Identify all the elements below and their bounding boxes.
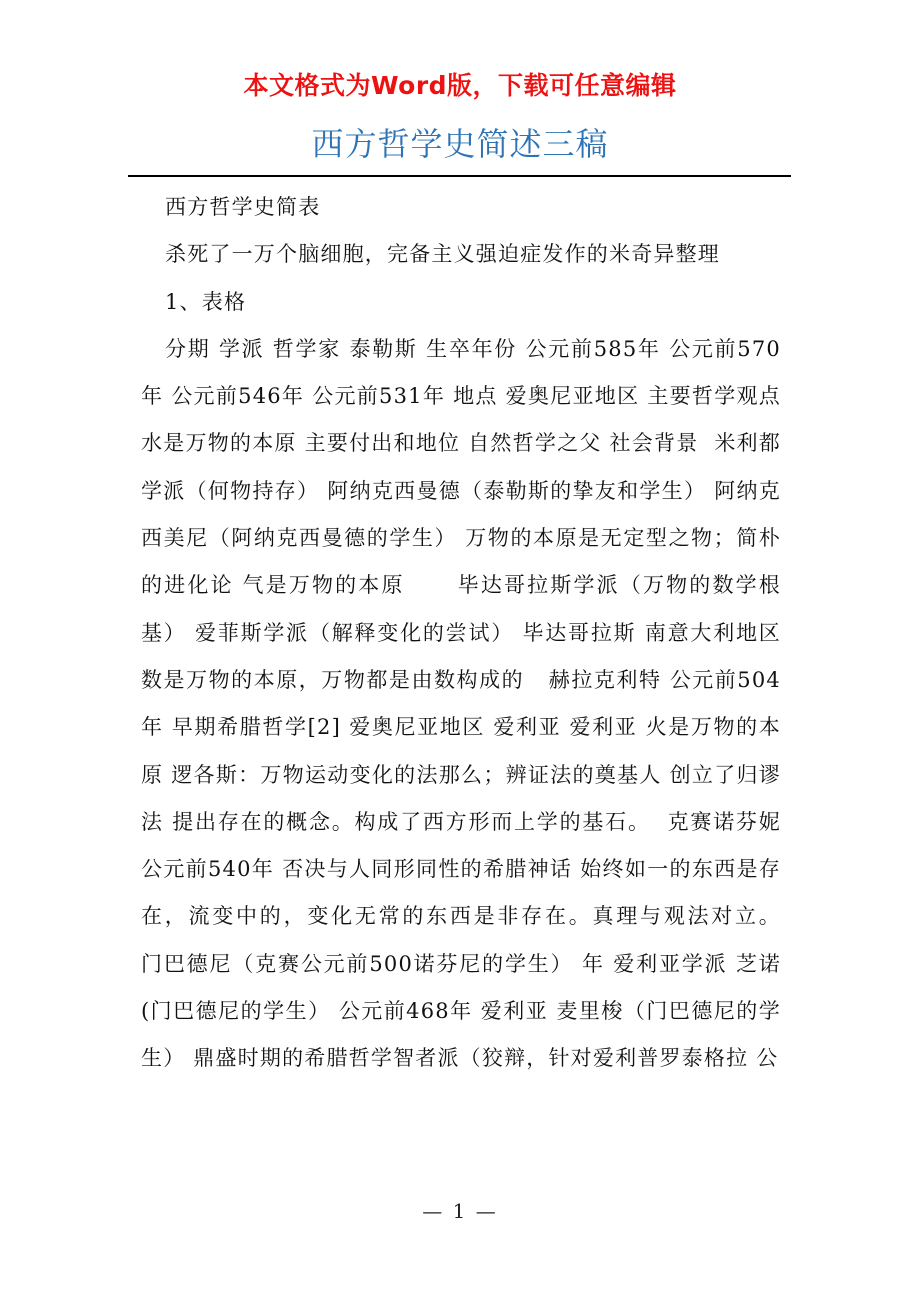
header-divider	[128, 175, 791, 177]
paragraph-section-heading: 1、表格	[165, 289, 247, 314]
page-number: — 1 —	[422, 1199, 498, 1223]
document-body	[141, 184, 805, 1083]
paragraph-subtitle: 西方哲学史简表	[165, 195, 321, 219]
document-title: 西方哲学史简述三稿	[311, 125, 609, 163]
download-notice-banner: 本文格式为Word版，下载可任意编辑	[243, 71, 677, 100]
paragraph-table-content: 分期 学派 哲学家 泰勒斯 生卒年份 公元前585年 公元前570年 公元前546年 公元前531年 地点 爱奥尼亚地区 主要哲学观点 水是万物的本原 主要付出和地位 自然哲学之父 社会背景 米利都学派（何物持存） 阿纳克西曼德（泰勒斯的挚友和学生） 阿纳克西美尼（阿纳克西曼德的学生） 万物的本原是无定型之物；简朴的进化论 气是万物的本原 毕达哥拉斯学派（万物的数学根基） 爱菲斯学派（解释变化的尝试） 毕达哥拉斯 南意大利地区 数是万物的本原，万物都是由数构成的 赫拉克利特 公元前504年 早期希腊哲学[2] 爱奥尼亚地区 爱利亚 爱利亚 火是万物的本原 逻各斯：万物运动变化的法那么；辨证法的奠基人 创立了归谬法 提出存在的概念。构成了西方形而上学的基石。 克赛诺芬妮 公元前540年 否决与人同形同性的希腊神话 始终如一的东西是存在，流变中的，变化无常的东西是非存在。真理与观法对立。 门巴德尼（克赛公元前500诺芬尼的学生） 年 爱利亚学派 芝诺(门巴德尼的学生） 公元前468年 爱利亚 麦里梭（门巴德尼的学生） 鼎盛时期的希腊哲学智者派（狡辩，针对爱利普罗泰格拉 公	[141, 336, 805, 1071]
paragraph-credit: 杀死了一万个脑细胞，完备主义强迫症发作的米奇异整理	[165, 242, 720, 267]
